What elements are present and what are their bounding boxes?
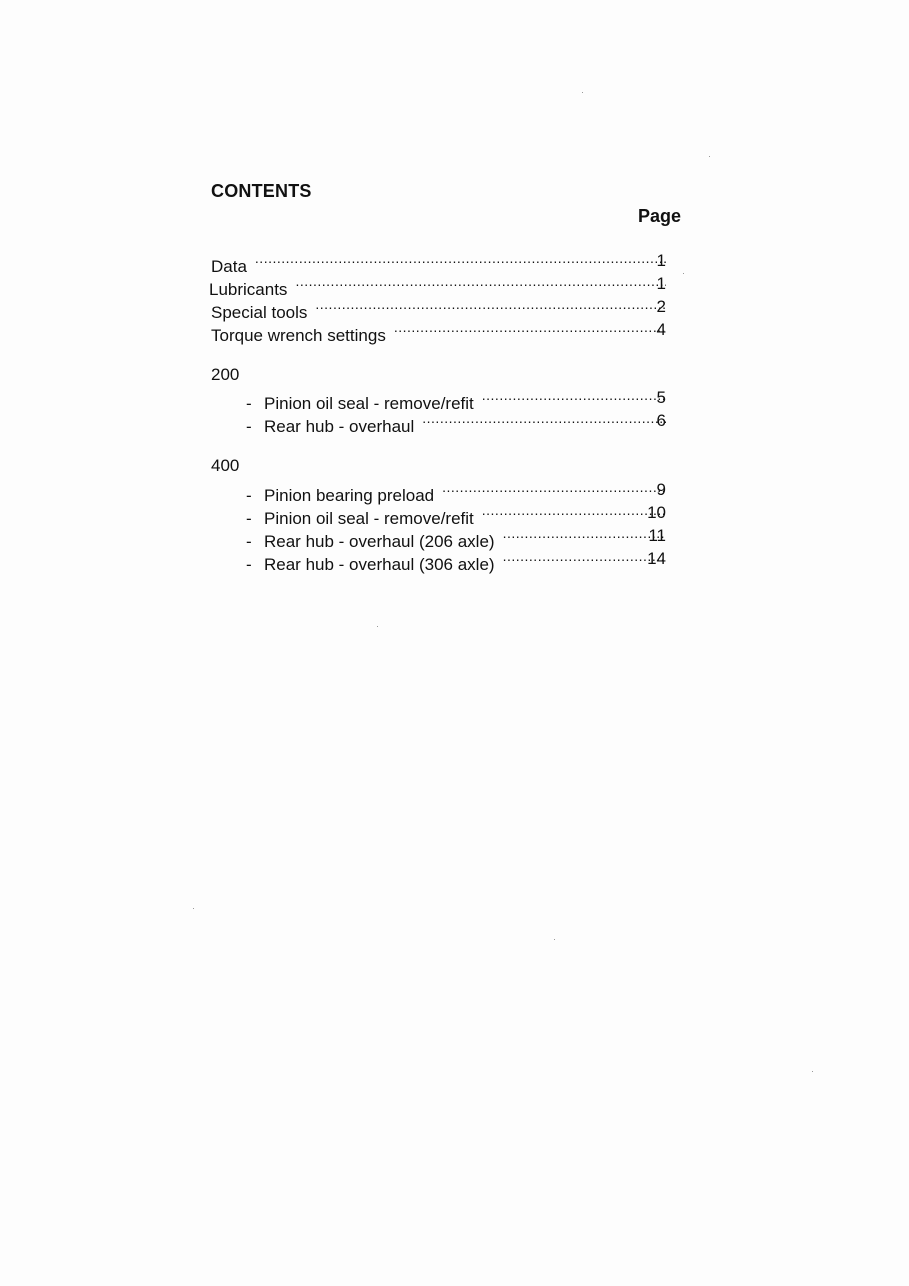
toc-entry-label: Pinion bearing preload bbox=[264, 486, 435, 505]
toc-entry-label: Special tools bbox=[211, 303, 308, 322]
bullet-dash: - bbox=[246, 532, 252, 551]
dot-leader bbox=[295, 270, 666, 292]
toc-entry-label: Torque wrench settings bbox=[211, 326, 386, 345]
scan-speck bbox=[582, 92, 583, 93]
dot-leader bbox=[315, 293, 666, 315]
bullet-dash: - bbox=[246, 509, 252, 528]
scan-speck bbox=[683, 273, 684, 274]
bullet-dash: - bbox=[246, 555, 252, 574]
toc-entry-page: 4 bbox=[656, 320, 666, 339]
bullet-dash: - bbox=[246, 394, 252, 413]
section-heading-400: 400 bbox=[211, 456, 240, 475]
dot-leader bbox=[422, 407, 666, 429]
dot-leader bbox=[482, 384, 666, 406]
toc-entry-page: 11 bbox=[648, 526, 666, 545]
toc-entry-label: Rear hub - overhaul (206 axle) bbox=[264, 532, 495, 551]
toc-entry-special-tools[interactable] bbox=[211, 296, 666, 322]
contents-title: CONTENTS bbox=[211, 181, 312, 201]
scan-speck bbox=[554, 939, 555, 940]
toc-entry-400-pinion-oil-seal[interactable] bbox=[246, 502, 666, 528]
toc-entry-400-rear-hub-306[interactable] bbox=[246, 548, 666, 574]
toc-entry-page: 6 bbox=[656, 411, 666, 430]
dot-leader bbox=[482, 499, 666, 521]
toc-entry-200-rear-hub[interactable] bbox=[246, 410, 666, 436]
dot-leader bbox=[255, 247, 666, 269]
toc-entry-label: Lubricants bbox=[209, 280, 288, 299]
toc-entry-torque-wrench-settings[interactable] bbox=[211, 319, 666, 345]
toc-entry-200-pinion-oil-seal[interactable] bbox=[246, 387, 666, 413]
toc-entry-label: Rear hub - overhaul bbox=[264, 417, 415, 436]
page-column-heading: Page bbox=[638, 206, 682, 226]
toc-entry-page: 1 bbox=[656, 251, 666, 270]
scan-speck bbox=[193, 908, 194, 909]
dot-leader bbox=[394, 316, 666, 338]
toc-entry-400-rear-hub-206[interactable] bbox=[246, 525, 666, 551]
bullet-dash: - bbox=[246, 486, 252, 505]
scan-speck bbox=[377, 626, 378, 627]
scan-speck bbox=[812, 1071, 813, 1072]
toc-entry-data[interactable] bbox=[211, 250, 666, 276]
scan-speck bbox=[709, 156, 710, 157]
bullet-dash: - bbox=[246, 417, 252, 436]
toc-entry-page: 5 bbox=[656, 388, 666, 407]
toc-entry-page: 10 bbox=[647, 503, 666, 522]
toc-entry-label: Rear hub - overhaul (306 axle) bbox=[264, 555, 495, 574]
toc-entry-label: Pinion oil seal - remove/refit bbox=[264, 509, 474, 528]
toc-entry-label: Pinion oil seal - remove/refit bbox=[264, 394, 474, 413]
toc-entry-page: 9 bbox=[656, 480, 666, 499]
section-heading-200: 200 bbox=[211, 365, 240, 384]
toc-entry-page: 14 bbox=[647, 549, 666, 568]
toc-entry-page: 2 bbox=[656, 297, 666, 316]
dot-leader bbox=[442, 476, 666, 498]
toc-entry-lubricants[interactable] bbox=[209, 273, 666, 299]
toc-entry-page: 1 bbox=[656, 274, 666, 293]
toc-entry-400-pinion-bearing-preload[interactable] bbox=[246, 479, 666, 505]
toc-entry-label: Data bbox=[211, 257, 247, 276]
